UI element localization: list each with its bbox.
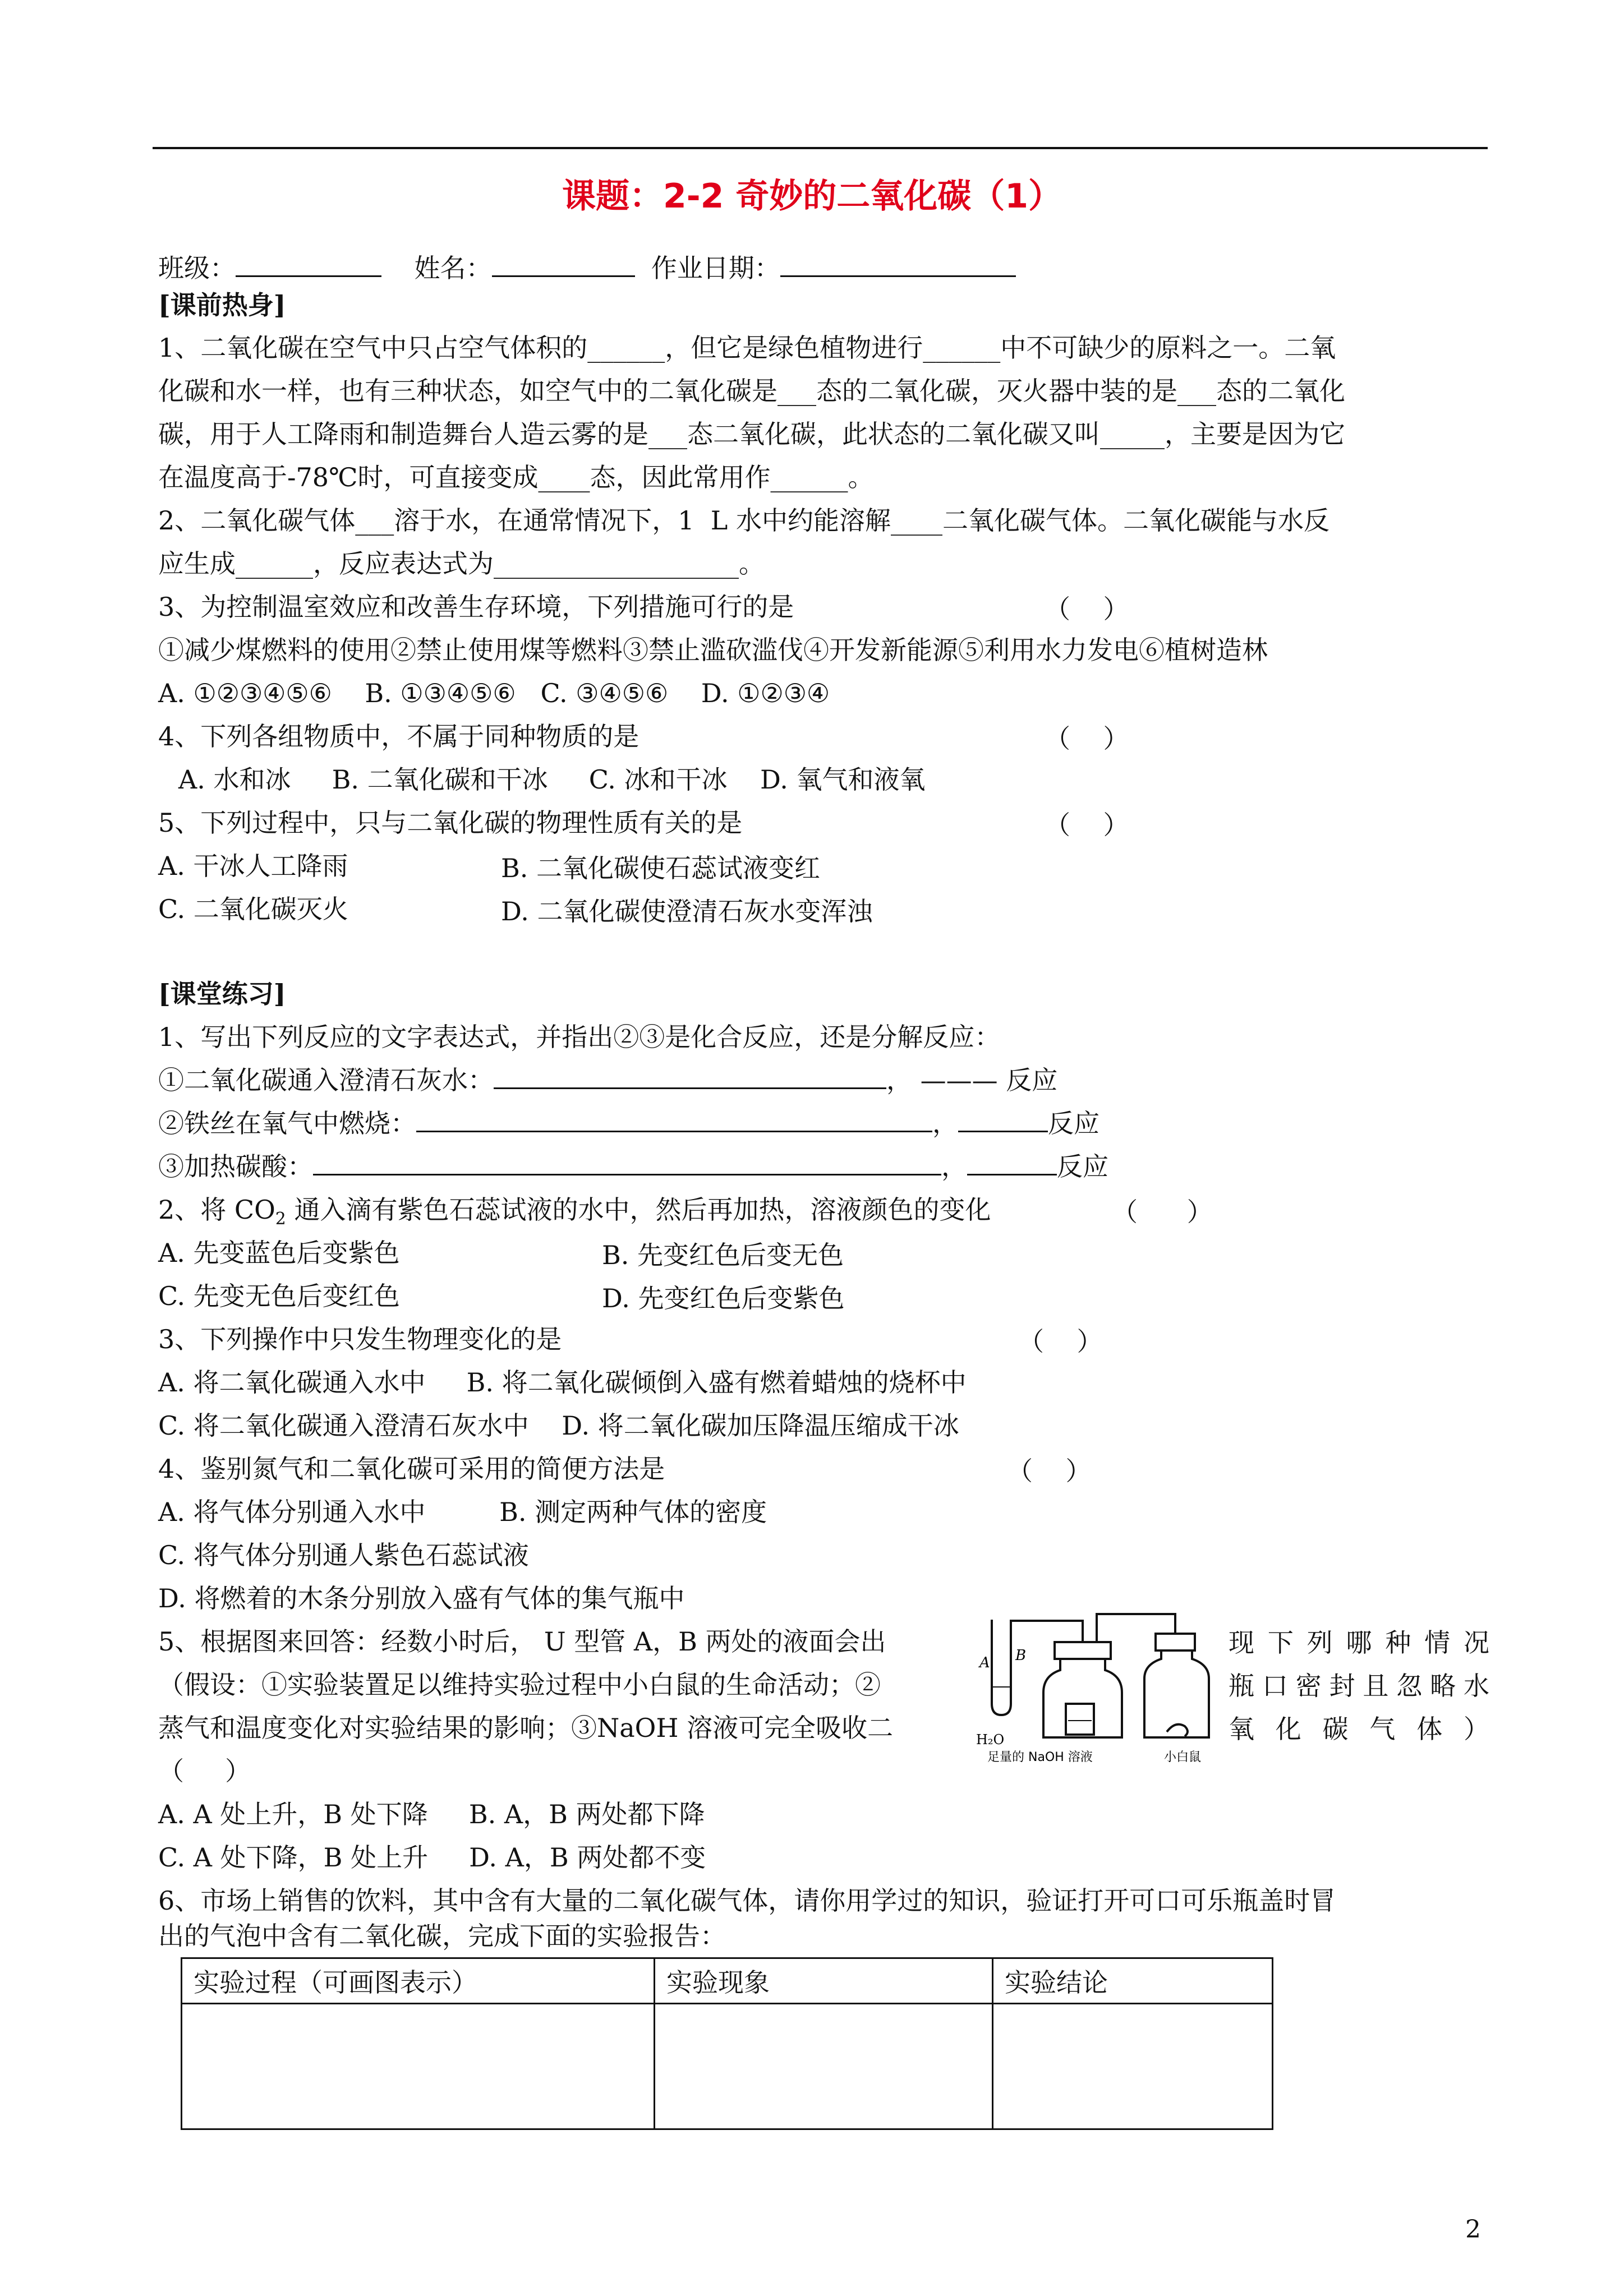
reaction-row: ①二氧化碳通入澄清石灰水： ， ——— 反应 bbox=[158, 1062, 1493, 1098]
warmup-q5-option-b: B. 二氧化碳使石蕊试液变红 bbox=[501, 853, 821, 883]
practice-q4-option-d: D. 将燃着的木条分别放入盛有气体的集气瓶中 bbox=[158, 1583, 685, 1613]
reaction-type-dash: ——— bbox=[920, 1065, 998, 1095]
warmup-header: [课前热身] bbox=[158, 290, 286, 320]
report-header-phenomenon: 实验现象 bbox=[655, 1958, 993, 2004]
reaction-row: ②铁丝在氧气中燃烧： ， 反应 bbox=[158, 1105, 1493, 1141]
warmup-q3-stem: 3、为控制温室效应和改善生存环境，下列措施可行的是 bbox=[158, 592, 794, 622]
practice-q3-options-cd: C. 将二氧化碳通入澄清石灰水中 D. 将二氧化碳加压降温压缩成干冰 bbox=[158, 1410, 959, 1441]
practice-q5-right-line: 现下列哪种情况 bbox=[1229, 1628, 1489, 1658]
reaction-suffix: 反应 bbox=[1048, 1108, 1099, 1138]
warmup-q4-options: A. 水和冰 B. 二氧化碳和干冰 C. 冰和干冰 D. 氧气和液氧 bbox=[178, 764, 926, 795]
warmup-q1-line: 在温度高于-78℃时，可直接变成____态，因此常用作______。 bbox=[158, 462, 874, 492]
label-naoh: 足量的 NaOH 溶液 bbox=[987, 1750, 1093, 1764]
date-label: 作业日期： bbox=[651, 253, 780, 283]
practice-q5-right-line: 氧 化 碳 气 体 ） bbox=[1229, 1714, 1489, 1744]
date-field[interactable] bbox=[780, 251, 1016, 277]
practice-q4-stem: 4、鉴别氮气和二氧化碳可采用的简便方法是 bbox=[158, 1454, 665, 1484]
practice-q5-options-cd: C. A 处下降，B 处上升 D. A，B 两处都不变 bbox=[158, 1842, 706, 1873]
answer-paren[interactable]: （ ） bbox=[1045, 594, 1129, 624]
top-rule bbox=[153, 147, 1488, 149]
practice-q5-line: （假设：①实验装置足以维持实验过程中小白鼠的生命活动；② bbox=[158, 1670, 881, 1700]
name-field[interactable] bbox=[492, 251, 635, 277]
report-cell-phenomenon[interactable] bbox=[655, 2004, 993, 2129]
answer-paren[interactable]: （ ） bbox=[1007, 1456, 1092, 1486]
practice-q1-stem: 1、写出下列反应的文字表达式，并指出②③是化合反应，还是分解反应： bbox=[158, 1022, 1001, 1052]
practice-header: [课堂练习] bbox=[158, 979, 286, 1009]
practice-q3-stem: 3、下列操作中只发生物理变化的是 bbox=[158, 1324, 562, 1354]
practice-q2-option-c: C. 先变无色后变红色 bbox=[158, 1281, 400, 1311]
practice-q3-options-ab: A. 将二氧化碳通入水中 B. 将二氧化碳倾倒入盛有燃着蜡烛的烧杯中 bbox=[158, 1367, 967, 1398]
info-line bbox=[158, 250, 1493, 286]
practice-q2-option-a: A. 先变蓝色后变紫色 bbox=[158, 1238, 400, 1268]
name-label: 姓名： bbox=[414, 253, 492, 283]
reaction-label: ①二氧化碳通入澄清石灰水： bbox=[158, 1065, 494, 1095]
experiment-report-table bbox=[181, 1957, 1273, 2130]
warmup-q3-options: A. ①②③④⑤⑥ B. ①③④⑤⑥ C. ③④⑤⑥ D. ①②③④ bbox=[158, 678, 830, 708]
warmup-q5-option-a: A. 干冰人工降雨 bbox=[158, 851, 348, 881]
practice-q2-stem: 2、将 $CO_2$ 通入滴有紫色石蕊试液的水中，然后再加热，溶液颜色的变化 bbox=[158, 1195, 991, 1229]
report-cell-conclusion[interactable] bbox=[993, 2004, 1273, 2129]
report-header-process: 实验过程（可画图表示） bbox=[182, 1958, 655, 2004]
class-label: 班级： bbox=[158, 253, 236, 283]
flask-icon bbox=[1043, 1659, 1122, 1737]
reaction-row: ③加热碳酸： ， 反应 bbox=[158, 1149, 1493, 1184]
reaction-suffix: 反应 bbox=[1057, 1151, 1108, 1182]
practice-q4-options-ab: A. 将气体分别通入水中 B. 测定两种气体的密度 bbox=[158, 1497, 767, 1527]
u-tube-icon bbox=[992, 1620, 1011, 1715]
report-header-conclusion: 实验结论 bbox=[993, 1958, 1273, 2004]
practice-q2-option-b: B. 先变红色后变无色 bbox=[602, 1240, 844, 1270]
warmup-q2-line: 2、二氧化碳气体___溶于水，在通常情况下，1 L 水中约能溶解____二氧化碳气体。二氧化碳能与水反 bbox=[158, 505, 1329, 536]
answer-paren[interactable]: （ ） bbox=[1045, 723, 1129, 754]
label-mouse: 小白鼠 bbox=[1164, 1750, 1202, 1764]
practice-q6-line: 出的气泡中含有二氧化碳，完成下面的实验报告： bbox=[158, 1921, 726, 1951]
beaker-icon bbox=[1066, 1704, 1094, 1735]
equation-field[interactable] bbox=[494, 1063, 886, 1089]
reaction-label: ②铁丝在氧气中燃烧： bbox=[158, 1108, 416, 1138]
warmup-q5-option-d: D. 二氧化碳使澄清石灰水变浑浊 bbox=[501, 896, 873, 926]
warmup-q2-line: 应生成______，反应表达式为___________________。 bbox=[158, 548, 765, 579]
answer-paren[interactable]: （ ） bbox=[1045, 810, 1129, 840]
page-title: 课题：2-2 奇妙的二氧化碳（1） bbox=[562, 177, 1062, 216]
class-field[interactable] bbox=[236, 251, 381, 277]
label-a: A bbox=[979, 1654, 990, 1671]
warmup-q4-stem: 4、下列各组物质中，不属于同种物质的是 bbox=[158, 721, 640, 751]
reaction-type-field[interactable] bbox=[967, 1149, 1057, 1175]
page-number: 2 bbox=[1465, 2215, 1481, 2244]
equation-field[interactable] bbox=[416, 1106, 932, 1132]
warmup-q1-line: 碳，用于人工降雨和制造舞台人造云雾的是___态二氧化碳，此状态的二氧化碳又叫_____，主要是因为它 bbox=[158, 419, 1345, 449]
practice-q5-right-line: 瓶口密封且忽略水 bbox=[1229, 1671, 1489, 1701]
stopper-icon bbox=[1055, 1642, 1111, 1659]
warmup-q1-line: 1、二氧化碳在空气中只占空气体积的______，但它是绿色植物进行______中不可缺少的原料之一。二氧 bbox=[158, 333, 1336, 363]
practice-q5-answer-paren[interactable]: （ ） bbox=[158, 1756, 251, 1786]
practice-q2-option-d: D. 先变红色后变紫色 bbox=[602, 1283, 845, 1313]
label-b: B bbox=[1015, 1647, 1027, 1664]
answer-paren[interactable]: （ ） bbox=[1112, 1197, 1213, 1227]
equation-field[interactable] bbox=[313, 1149, 941, 1175]
label-water: H₂O bbox=[976, 1732, 1005, 1748]
practice-q5-line: 蒸气和温度变化对实验结果的影响；③NaOH 溶液可完全吸收二 bbox=[158, 1713, 894, 1743]
reaction-suffix: 反应 bbox=[1006, 1065, 1058, 1095]
warmup-q5-option-c: C. 二氧化碳灭火 bbox=[158, 894, 348, 924]
warmup-q1-line: 化碳和水一样，也有三种状态，如空气中的二氧化碳是___态的二氧化碳，灭火器中装的是___态的二氧化 bbox=[158, 376, 1345, 406]
practice-q4-option-c: C. 将气体分别通人紫色石蕊试液 bbox=[158, 1540, 529, 1570]
practice-q5-line: 5、根据图来回答：经数小时后， U 型管 A，B 两处的液面会出 bbox=[158, 1626, 886, 1657]
mouse-icon bbox=[1167, 1725, 1188, 1736]
apparatus-figure bbox=[976, 1608, 1212, 1765]
practice-q5-options-ab: A. A 处上升，B 处下降 B. A，B 两处都下降 bbox=[158, 1799, 705, 1829]
answer-paren[interactable]: （ ） bbox=[1018, 1326, 1103, 1357]
reaction-label: ③加热碳酸： bbox=[158, 1151, 313, 1182]
warmup-q3-items: ①减少煤燃料的使用②禁止使用煤等燃料③禁止滥砍滥伐④开发新能源⑤利用水力发电⑥植树造林 bbox=[158, 635, 1268, 665]
warmup-q5-stem: 5、下列过程中，只与二氧化碳的物理性质有关的是 bbox=[158, 808, 743, 838]
reaction-type-field[interactable] bbox=[958, 1106, 1048, 1132]
practice-q6-line: 6、市场上销售的饮料，其中含有大量的二氧化碳气体，请你用学过的知识，验证打开可口可乐瓶盖时冒 bbox=[158, 1885, 1336, 1916]
report-cell-process[interactable] bbox=[182, 2004, 655, 2129]
